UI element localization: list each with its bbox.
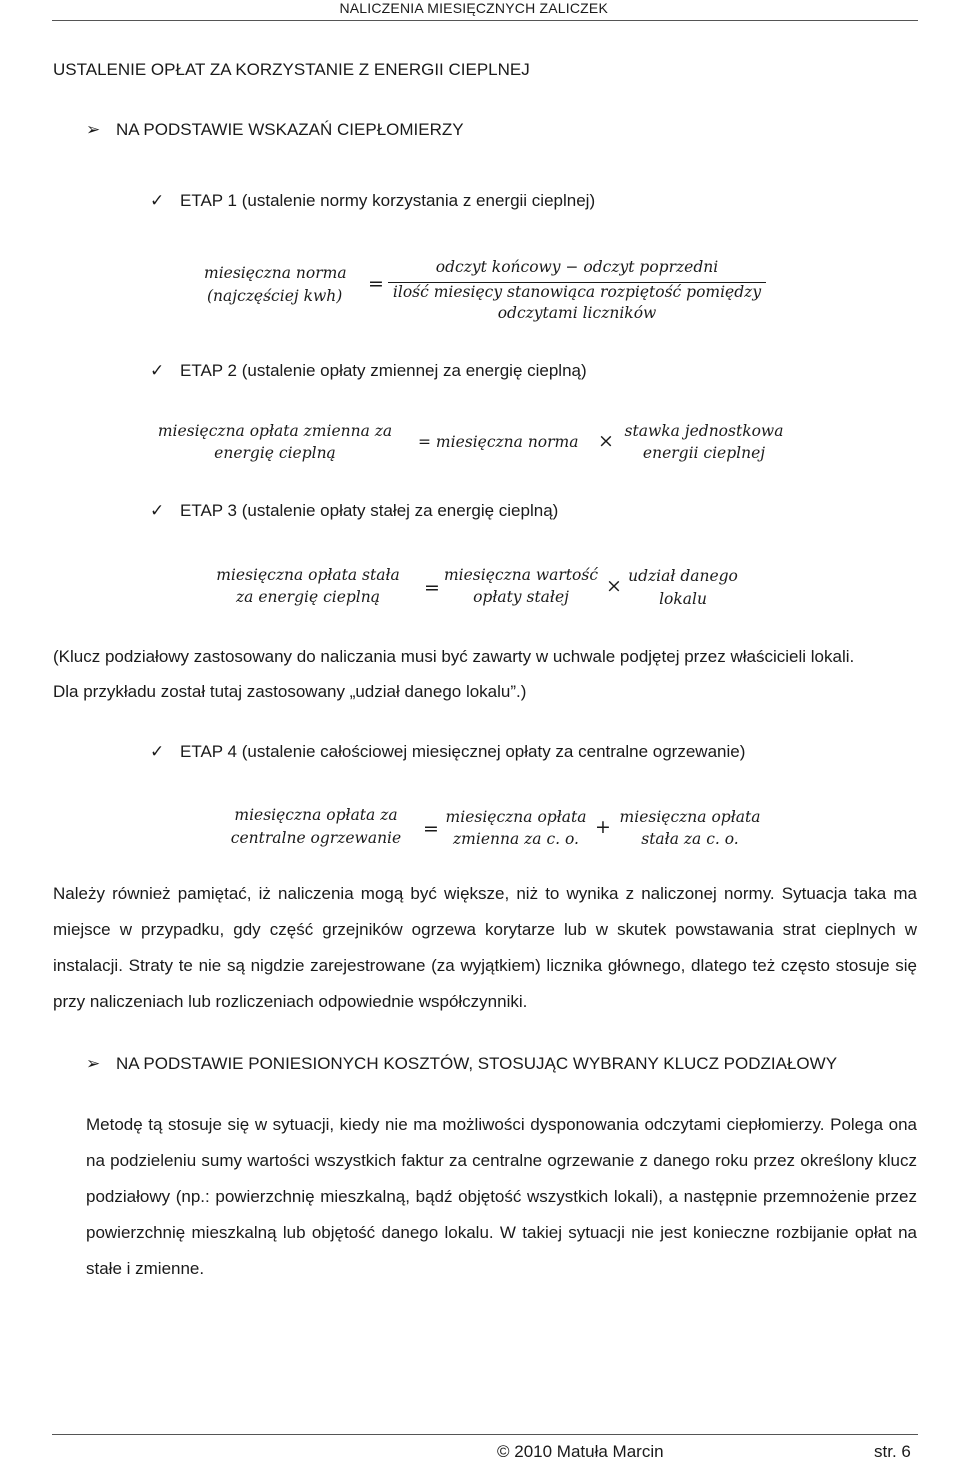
footer-rule xyxy=(52,1434,918,1435)
formula-3-mid-line1: miesięczna wartość xyxy=(443,566,599,584)
etap-3-note-line1: (Klucz podziałowy zastosowany do naliczania musi być zawarty w uchwale podjętej przez właścicieli lokali. xyxy=(53,647,855,666)
formula-1-denominator-line1: ilość miesięcy stanowiąca rozpiętość pomiędzy xyxy=(392,283,762,301)
etap-3-label: ETAP 3 (ustalenie opłaty stałej za energię cieplną) xyxy=(180,501,559,520)
formula-2-lhs-line1: miesięczna opłata zmienna za xyxy=(157,422,393,440)
section-1-title: NA PODSTAWIE WSKAZAŃ CIEPŁOMIERZY xyxy=(116,120,464,139)
formula-3-rhs-line2: lokalu xyxy=(659,590,707,608)
formula-4-equals: = xyxy=(423,818,439,840)
formula-4-rhs-line1: miesięczna opłata xyxy=(619,808,761,826)
section-1-heading xyxy=(86,120,464,140)
arrow-bullet-icon: ➢ xyxy=(86,120,101,139)
etap-2-heading xyxy=(150,361,587,381)
section-2-heading xyxy=(86,1054,837,1074)
checkmark-icon: ✓ xyxy=(150,191,165,210)
footer-page-number: str. 6 xyxy=(874,1442,911,1461)
formula-3-rhs-line1: udział danego xyxy=(628,567,738,585)
checkmark-icon: ✓ xyxy=(150,361,165,380)
formula-1-lhs-line1: miesięczna norma xyxy=(204,264,347,282)
etap-4-label: ETAP 4 (ustalenie całościowej miesięcznej opłaty za centralne ogrzewanie) xyxy=(180,742,746,761)
arrow-bullet-icon: ➢ xyxy=(86,1054,101,1073)
etap-4-heading xyxy=(150,742,745,762)
etap-4-paragraph: Należy również pamiętać, iż naliczenia mogą być większe, niż to wynika z naliczonej normy. Sytuacja taka ma miejsce w przypadku, gdy część grzejników ogrzewa korytarze lub w skutek powstawania strat cieplnych w instalacji. Straty te nie są nigdzie zarejestrowane (za wyjątkiem) licznika głównego, dlatego też często stosuje się przy naliczeniach lub rozliczeniach odpowiednie współczynniki. xyxy=(53,884,917,1011)
main-title: USTALENIE OPŁAT ZA KORZYSTANIE Z ENERGII CIEPLNEJ xyxy=(53,60,530,79)
running-header: NALICZENIA MIESIĘCZNYCH ZALICZEK xyxy=(339,0,608,16)
formula-4-plus: + xyxy=(595,816,611,838)
formula-3-mid-line2: opłaty stałej xyxy=(473,588,569,606)
formula-2-lhs-line2: energię cieplną xyxy=(214,444,336,462)
formula-2-rhs-line1: stawka jednostkowa xyxy=(624,422,784,440)
checkmark-icon: ✓ xyxy=(150,742,165,761)
etap-1-label: ETAP 1 (ustalenie normy korzystania z energii cieplnej) xyxy=(180,191,596,210)
formula-1-denominator-line2: odczytami liczników xyxy=(497,304,657,322)
formula-1-equals: = xyxy=(368,273,384,295)
etap-2-label: ETAP 2 (ustalenie opłaty zmiennej za energię cieplną) xyxy=(180,361,587,380)
formula-1-numerator: odczyt końcowy − odczyt poprzedni xyxy=(435,258,719,276)
etap-3-heading xyxy=(150,501,558,521)
header-rule xyxy=(52,20,918,21)
formula-3-equals: = xyxy=(424,577,440,599)
section-2-paragraph: Metodę tą stosuje się w sytuacji, kiedy nie ma możliwości dysponowania odczytami ciepłomierzy. Polega ona na podzieleniu sumy wartości wszystkich faktur za centralne ogrzewanie z danego roku przez określony klucz podziałowy (np.: powierzchnię mieszkalną, bądź objętość wszystkich lokali), a następnie przemnożenie przez powierzchnię mieszkalną lub objętość danego lokalu. W takiej sytuacji nie jest konieczne rozbijanie opłat na stałe i zmienne. xyxy=(86,1115,917,1278)
footer-copyright: © 2010 Matuła Marcin xyxy=(497,1442,664,1461)
formula-1-lhs-line2: (najczęściej kwh) xyxy=(207,287,343,305)
formula-3-lhs-line2: za energię cieplną xyxy=(236,588,380,606)
formula-4-rhs-line2: stała za c. o. xyxy=(641,830,739,848)
formula-4-lhs-line1: miesięczna opłata za xyxy=(234,806,398,824)
formula-3-times: × xyxy=(606,575,622,597)
formula-4-mid-line1: miesięczna opłata xyxy=(445,808,587,826)
etap-3-note-line2: Dla przykładu został tutaj zastosowany „udział danego lokalu”.) xyxy=(53,682,527,701)
formula-4-lhs-line2: centralne ogrzewanie xyxy=(230,829,402,847)
section-2-title: NA PODSTAWIE PONIESIONYCH KOSZTÓW, STOSUJĄC WYBRANY KLUCZ PODZIAŁOWY xyxy=(116,1054,838,1073)
checkmark-icon: ✓ xyxy=(150,501,165,520)
formula-3-lhs-line1: miesięczna opłata stała xyxy=(216,566,400,584)
formula-2-norma: = miesięczna norma xyxy=(418,433,579,451)
formula-2-times: × xyxy=(598,430,614,452)
etap-1-heading xyxy=(150,191,595,211)
formula-2-rhs-line2: energii cieplnej xyxy=(642,444,766,462)
formula-4-mid-line2: zmienna za c. o. xyxy=(453,830,579,848)
